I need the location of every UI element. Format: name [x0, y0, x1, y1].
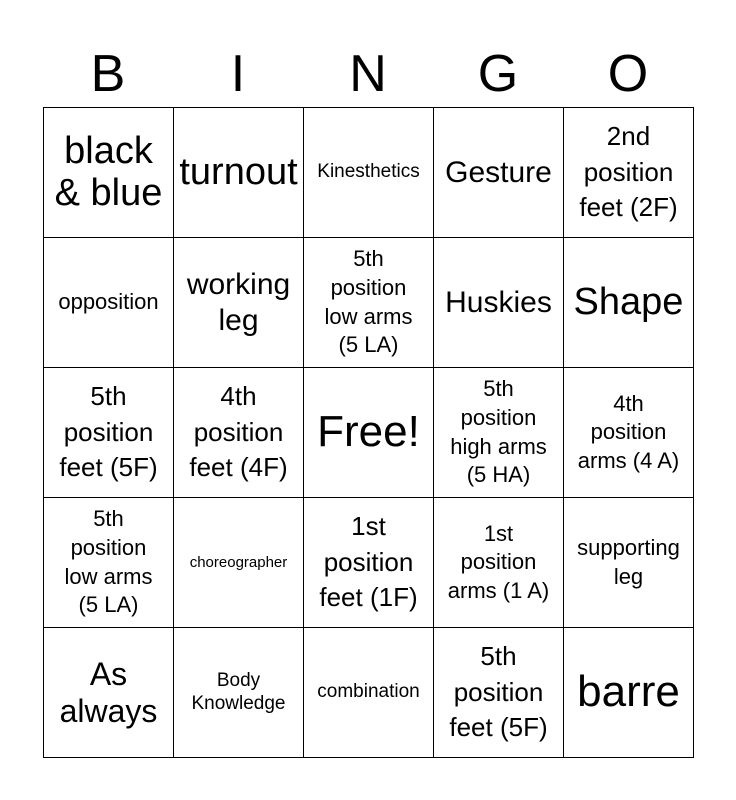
bingo-cell-r4-c1[interactable]: [44, 498, 174, 628]
bingo-cell-r5-c3[interactable]: [304, 628, 434, 758]
cell-label: turnout: [179, 150, 298, 193]
cell-label: 5th position low arms (5 LA): [324, 246, 413, 358]
header-letter-i: I: [230, 45, 246, 103]
bingo-cell-r3-c4[interactable]: [434, 368, 564, 498]
bingo-cell-r2-c1[interactable]: [44, 238, 174, 368]
bingo-cell-r5-c5[interactable]: [564, 628, 694, 758]
bingo-cell-r2-c4[interactable]: [434, 238, 564, 368]
bingo-cell-r4-c2[interactable]: [174, 498, 304, 628]
cell-label: As always: [59, 655, 158, 729]
bingo-cell-r4-c3[interactable]: [304, 498, 434, 628]
cell-label: black & blue: [54, 129, 163, 214]
cell-label: 1st position feet (1F): [319, 510, 418, 613]
cell-label: working leg: [186, 267, 291, 337]
bingo-cell-r3-c2[interactable]: [174, 368, 304, 498]
header-letter-o: O: [607, 45, 649, 103]
bingo-cell-r3-c3-free[interactable]: [304, 368, 434, 498]
header-letter-n: N: [349, 45, 387, 103]
bingo-cell-r1-c1[interactable]: [44, 108, 174, 238]
cell-label: 1st position arms (1 A): [447, 520, 550, 603]
cell-label: Gesture: [445, 155, 552, 189]
cell-label: opposition: [58, 289, 159, 315]
bingo-cell-r1-c5[interactable]: [564, 108, 694, 238]
cell-label: 4th position feet (4F): [189, 380, 288, 483]
bingo-cell-r2-c2[interactable]: [174, 238, 304, 368]
cell-label: 5th position feet (5F): [59, 380, 158, 483]
bingo-cell-r3-c5[interactable]: [564, 368, 694, 498]
bingo-cell-r5-c2[interactable]: [174, 628, 304, 758]
cell-label: Kinesthetics: [317, 161, 420, 183]
bingo-cell-r4-c4[interactable]: [434, 498, 564, 628]
cell-label: Body Knowledge: [191, 669, 286, 714]
bingo-cell-r5-c1[interactable]: [44, 628, 174, 758]
cell-label: Huskies: [445, 285, 552, 319]
bingo-cell-r1-c4[interactable]: [434, 108, 564, 238]
free-space-label: Free!: [317, 407, 420, 457]
header-letter-g: G: [477, 45, 519, 103]
cell-label: combination: [317, 681, 420, 703]
bingo-cell-r1-c3[interactable]: [304, 108, 434, 238]
cell-label: 2nd position feet (2F): [579, 120, 678, 223]
bingo-cell-r2-c3[interactable]: [304, 238, 434, 368]
bingo-cell-r2-c5[interactable]: [564, 238, 694, 368]
bingo-cell-r4-c5[interactable]: [564, 498, 694, 628]
bingo-header: [43, 40, 693, 108]
cell-label: supporting leg: [577, 534, 680, 589]
cell-label: 4th position arms (4 A): [577, 390, 680, 473]
bingo-cell-r3-c1[interactable]: [44, 368, 174, 498]
cell-label: barre: [577, 667, 680, 717]
cell-label: choreographer: [189, 553, 288, 571]
header-letter-b: B: [90, 45, 126, 103]
bingo-board: [43, 107, 694, 758]
cell-label: Shape: [573, 280, 684, 323]
cell-label: 5th position high arms (5 HA): [450, 376, 547, 488]
bingo-cell-r5-c4[interactable]: [434, 628, 564, 758]
cell-label: 5th position feet (5F): [449, 640, 548, 743]
cell-label: 5th position low arms (5 LA): [64, 506, 153, 618]
bingo-cell-r1-c2[interactable]: [174, 108, 304, 238]
